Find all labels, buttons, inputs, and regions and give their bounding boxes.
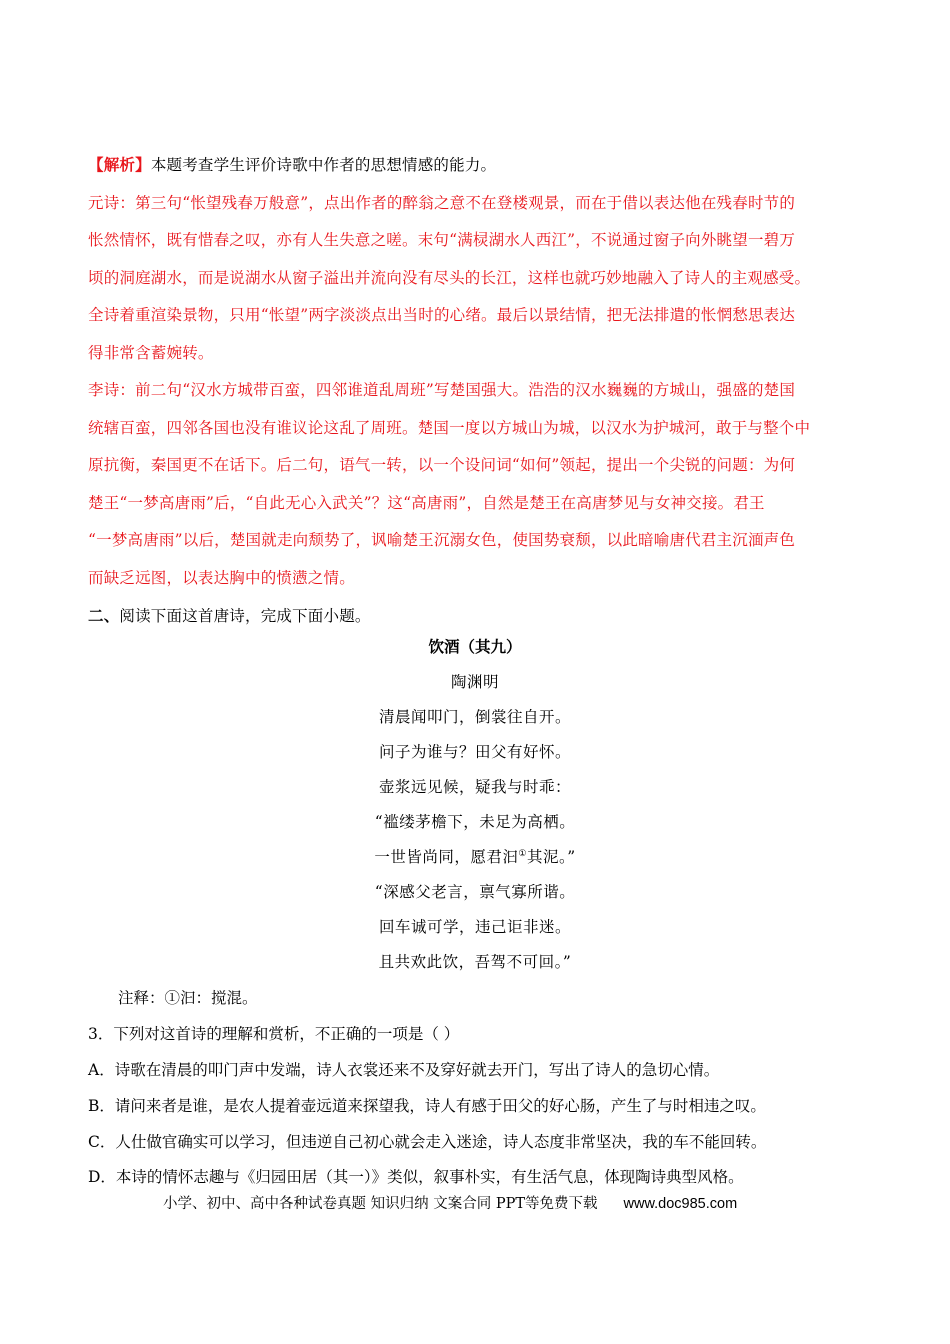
analysis-yuan-line: 得非常含蓄婉转。 [88, 343, 214, 362]
section-heading [88, 597, 858, 636]
analysis-li-line: 原抗衡，秦国更不在话下。后二句，语气一转，以一个设问词“如何”领起，提出一个尖锐的问题：为何 [88, 456, 796, 474]
poem-line: 清晨闻叩门，倒裳往自开。 [378, 708, 571, 726]
footnote-marker: ① [518, 848, 527, 859]
analysis-li-line: 楚王“一梦高唐雨”后，“自此无心入武关”？这“高唐雨”，自然是楚王在高唐梦见与女神交接。君王 [88, 493, 765, 512]
analysis-yuan-line: 全诗着重渲染景物，只用“怅望”两字淡淡点出当时的心绪。最后以景结情，把无法排遣的怅惘愁思表达 [88, 306, 796, 324]
section-number: 二、 [88, 606, 120, 625]
footer-text: 小学、初中、高中各种试卷真题 知识归纳 文案合同 PPT等免费下载 [163, 1196, 598, 1212]
poem-line-part: 一世皆尚同，愿君汩 [374, 848, 519, 866]
poem-title: 饮酒（其九） [428, 637, 522, 656]
analysis-li-line: “一梦高唐雨”以后，楚国就走向颓势了，讽喻楚王沉溺女色，使国势衰颓，以此暗喻唐代君主沉湎声色 [88, 531, 796, 549]
analysis-yuan-line: 怅然情怀，既有惜春之叹，亦有人生失意之嗟。末句“满棂湖水人西江”，不说通过窗子向外眺望一碧万 [88, 231, 796, 249]
poem-line: “深感父老言，禀气寡所谐。 [374, 883, 576, 901]
option-b: B．请问来者是谁，是农人提着壶远道来探望我，诗人有感于田父的好心肠，产生了与时相违之叹。 [88, 1097, 766, 1115]
option-c: C．人仕做官确实可以学习，但违逆自己初心就会走入迷途，诗人态度非常坚决，我的车不能回转。 [88, 1133, 767, 1151]
analysis-section [88, 146, 858, 636]
poem-line: 壶浆远见候，疑我与时乖： [378, 778, 571, 796]
option-a: A．诗歌在清晨的叩门声中发端，诗人衣裳还来不及穿好就去开门，写出了诗人的急切心情。 [88, 1061, 720, 1079]
analysis-bracket-label: 【解析】 [88, 155, 151, 174]
page-footer [163, 1192, 737, 1213]
analysis-li-line: 统辖百蛮，四邻各国也没有谁议论这乱了周班。楚国一度以方城山为城，以汉水为护城河，敢于与整个中 [88, 418, 811, 437]
poem-author: 陶渊明 [450, 673, 499, 691]
poem-line [0, 845, 950, 867]
analysis-header-text: 本题考查学生评价诗歌中作者的思想情感的能力。 [150, 156, 497, 174]
analysis-li-line: 李诗：前二句“汉水方城带百蛮，四邻谁道乱周班”写楚国强大。浩浩的汉水巍巍的方城山，强盛的楚国 [88, 381, 796, 399]
footer-url[interactable]: www.doc985.com [623, 1196, 738, 1212]
poem-line: 问子为谁与？田父有好怀。 [378, 743, 571, 761]
section-instruction: 阅读下面这首唐诗，完成下面小题。 [119, 607, 371, 625]
poem-line: “褴缕茅檐下，未足为高栖。 [374, 813, 576, 831]
poem-line-part: 其泥。” [526, 848, 576, 866]
option-d: D．本诗的情怀志趣与《归园田居（其一）》类似，叙事朴实，有生活气息，体现陶诗典型风格。 [88, 1168, 744, 1186]
poem-line: 且共欢此饮，吾驾不可回。” [378, 953, 572, 971]
analysis-header [88, 146, 858, 185]
poem-note: 注释：①汩：搅混。 [118, 989, 258, 1007]
poem-line: 回车诚可学，违己讵非迷。 [378, 918, 571, 936]
question-stem: 3．下列对这首诗的理解和赏析，不正确的一项是（ ） [88, 1025, 460, 1043]
analysis-yuan-line: 元诗：第三句“怅望残春万般意”，点出作者的醉翁之意不在登楼观景，而在于借以表达他在残春时节的 [88, 193, 796, 212]
analysis-li-line: 而缺乏远图，以表达胸中的愤懑之情。 [88, 568, 355, 587]
analysis-yuan-line: 顷的洞庭湖水，而是说湖水从窗子溢出并流向没有尽头的长江，这样也就巧妙地融入了诗人的主观感受。 [88, 268, 811, 287]
